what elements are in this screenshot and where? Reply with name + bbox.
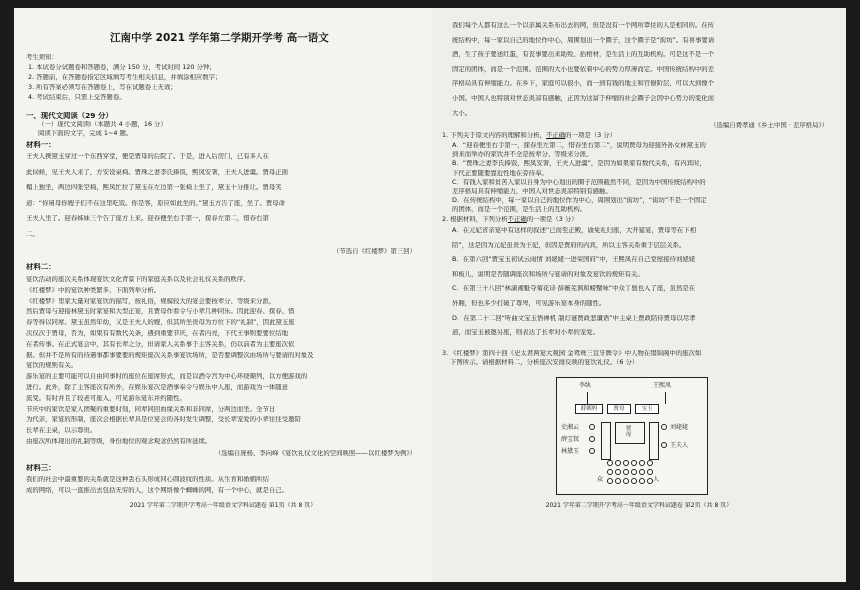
option-line: A．在元妃省亲宴中有这样的叙述“已而至正殿，谕免礼归座，大开筵宴，贾母等在下相: [452, 227, 697, 234]
option-line: C．在第三十八回“林潇湘魁夺菊花诗 薛蘅芜讽和螃蟹咏”中众丫鬟也入了座，虽然是在: [452, 285, 696, 293]
material1-heading: 材料一：: [26, 141, 56, 148]
seat: [661, 424, 667, 430]
q2-stem-text: 2. 根据材料，下列分析: [442, 216, 508, 223]
paragraph-line: 我们的社会中最重要的关系就是这种丢石头形成同心圆波纹的性质。从生育和婚姻所结: [26, 476, 269, 483]
paragraph-line: 宴饮的规则有关。: [26, 362, 78, 370]
paragraph-line: 《红楼梦》里家大量对家宴饮的描写，按礼俗，规模较大的宴会要按辈分、等级来分派，: [26, 297, 276, 305]
paragraph-line: 据。但并不是所有的待遇事都事要要的规矩座次关系事宴饮场所，是否要调整次由场所与要请的对象及: [26, 351, 314, 359]
label-li-wan: 李纨: [579, 382, 592, 389]
paragraph-line: 二。: [26, 230, 39, 238]
option-line: 的团体，而是一个范围，是生活上的互助机构。: [452, 206, 587, 214]
paragraph-line: 序格局具有伸缩能力。在乡下，家庭可以很小，而一到有钱的地主和官僚阶层，可以大到像个: [452, 80, 715, 88]
crowd-seat: [623, 469, 629, 475]
paragraph-line: 王夫人携黛玉穿过一个东西穿堂，便是贾母的后院了。于是，进入后房门，已有多人在: [26, 153, 269, 160]
notice-item: 3. 所有答案必须写在答题卷上，写在试题卷上无效；: [28, 84, 177, 91]
label-wang-furen: 王夫人: [670, 442, 689, 449]
material3-heading: 材料三：: [26, 464, 56, 471]
material3-source: （选编自费孝通《乡土中国 · 差序格局》）: [710, 122, 828, 129]
paragraph-line: 宴饮活动的座次关系体现宴饮文化背景下的家庭关系以及社会礼仪关系的秩序。: [26, 276, 250, 283]
seat: [589, 424, 595, 430]
paragraph-line: 由座次所体现出的礼制等级，身份地位的观念观念仍然有所延续。: [26, 438, 212, 445]
option-line: C．有钱人家和贫苦人家以自身为中心划出的圈子范围截然不同，是因为中国传统结构中的: [452, 178, 706, 186]
paragraph-line: 大小。: [452, 109, 472, 117]
notice-item: 2. 答题前，在答题卷指定区域填写考生相关信息，并填涂相应数字；: [28, 74, 222, 81]
q2-stem-points: 的一项是（3 分）: [526, 216, 578, 223]
label-shi-xiangyun: 史湘云: [561, 424, 580, 431]
q1-stem-text: 1. 下列关于原文内容的理解和分析，: [442, 132, 546, 139]
desk-jia-mu: 贾母: [607, 404, 631, 414]
label-center-jia-mu: 贾母: [625, 426, 632, 438]
question-3-stem-line2: 下图所示。请根据材料二，分析座次安排反映的宴饮礼仪。（6 分）: [450, 359, 639, 366]
paragraph-line: 小国。中国人也特别对世态炎凉有感触，正因为这富于伸缩的社会圈子会因中心势力的变化而: [452, 95, 715, 102]
paragraph-line: 在者传事。在正式宴会中，其有长辈之分，但请家人关系事于主客关系，仍以前者为主要座次依: [26, 340, 295, 348]
crowd-seat: [623, 478, 629, 484]
notice-heading: 考生须知：: [26, 54, 58, 61]
label-crowd-2: 人: [653, 476, 660, 483]
material2-heading: 材料二：: [26, 263, 56, 270]
seat: [589, 436, 595, 442]
crowd-seat: [631, 460, 637, 466]
crowd-seat: [615, 469, 621, 475]
label-xue-baochai: 薛宝钗: [561, 436, 580, 443]
q1-stem-points: 的一项是（3 分）: [565, 132, 617, 139]
paragraph-line: 长辈在主桌，以示尊贵。: [26, 427, 97, 435]
option-line: D．在第二十二回“听曲文宝玉悟禅机 制灯谜贾政悲谶语”中主桌上贾政陪侍贾母以尽孝: [452, 314, 696, 322]
option-line: 和板儿，说明是否随调座次和场所与宴请的对象及宴饮的规矩有关。: [452, 270, 644, 278]
paragraph-line: 节庆中的家饮是家人团聚的重要时刻，同辈同回血缘关系和非同席，分两边而坐。全节日: [26, 405, 276, 413]
seat: [589, 448, 595, 454]
crowd-seat: [631, 469, 637, 475]
question-1-stem: [442, 132, 846, 139]
crowd-seat: [615, 460, 621, 466]
table-left: [601, 422, 611, 460]
crowd-seat: [639, 469, 645, 475]
desk-xue-yima: 薛姨妈: [575, 404, 603, 414]
option-line: B．在第六回“贾宝玉初试云雨情 刘姥姥一进荣国府”中，王熙凤在自己堂屋接待刘姥姥: [452, 256, 696, 264]
paragraph-line: 为代亲，家宴的形制，座次会根据长辈具是位宴会的各时发生调整，受长辈宠爱的小辈往往受邀陪: [26, 416, 301, 424]
option-line: D．在传统结构中，每一家以自己的地位作为中心，周围划出“街坊”，“街坊”不是一个固定: [452, 197, 707, 205]
notice-item: 4. 考试结束后，只需上交答题卷。: [28, 94, 126, 101]
exam-title: 江南中学 2021 学年第二学期开学考 高一语文: [110, 32, 329, 44]
label-liu-laolao: 刘姥姥: [670, 424, 689, 431]
paragraph-line: 道：“你舅母你嫂子们不在这里吃饭。你是客，原应如此坐的。”黛玉方告了座，坐了。贾母命: [26, 199, 286, 207]
label-wang-xifeng: 王熙凤: [653, 382, 672, 389]
paragraph-line: 春等得以同席。黛玉虽然年幼，又是王夫人的嫂，但其所坐贵母为方位下的“礼制”，因此黛玉座: [26, 319, 295, 327]
seat: [661, 442, 667, 448]
paragraph-line: 王夫人坐了。迎春姊妹三个告了座方上来。迎春便坐右手第一，探春左第二，惜春右第: [26, 215, 269, 222]
option-line: A．“迎春便坐右手第一，探春坐左第二，惜春坐右第二”，说明贾母为迎接外孙女林黛玉的: [452, 142, 706, 149]
paragraph-line: 然后贾母与迎接林黛玉时家宴和大型正宴，且贾母作看令与小辈几种同乐。因此迎春、探春、惜: [26, 308, 295, 316]
paragraph-line: 次仅次于贾母，否为，如果有有数代关条，遇到重要节庆，在者内亮，下代王事则要要位结地: [26, 330, 289, 337]
paragraph-line: 我们每个人都有这么一个以亲属关系布出去的网，但是没有一个网所罩住的人是相同的。在传: [452, 22, 715, 29]
paragraph-line: 酒，生了孩子要送红蛋，有丧事要出来助殓、抬棺材，是生活上的互助机构。可是这不是一个: [452, 51, 715, 59]
page-footer: 2021 学年第二学期开学考高一年级语文学科试题卷 第1页（共 8 页）: [129, 502, 317, 509]
option-line: 差序格局具有伸缩能力，中国人对世态炎凉特别有感触。: [452, 188, 612, 195]
crowd-seat: [631, 478, 637, 484]
option-line: 道，而宝玉被邀另座，则表达了长辈对小辈的宠爱。: [452, 329, 599, 337]
subsection-heading: （一）现代文阅读Ⅰ（本题共 4 小题，16 分）: [38, 121, 167, 128]
crowd-seat: [615, 478, 621, 484]
paragraph-line: 流变。有时并且了较老可座入，可见游乐宴东并约随性。: [26, 394, 186, 402]
paragraph-line: 成的网络，可以一直推出去包括无穷的人，这个网络像个蜘蛛的网，有一个中心，就是自己。: [26, 487, 289, 494]
section-heading: 一、现代文阅读（29 分）: [26, 112, 113, 119]
paragraph-line: 《红楼梦》中的宴饮种类繁多，下面列举分析。: [26, 286, 161, 294]
notice-item: 1. 本试卷分试题卷和答题卷，满分 150 分，考试时间 120 分钟；: [28, 64, 216, 71]
instruction-text: 阅读下面的文字，完成 1~4 题。: [38, 130, 133, 137]
crowd-seat: [647, 460, 653, 466]
label-crowd-1: 众: [597, 476, 604, 483]
q2-stem-emphasis: 不正确: [507, 216, 527, 223]
option-line: 下代正要随要靠近性地在旁侍奉。: [452, 169, 548, 177]
paragraph-line: 榻上独坐，两边四张空椅，熙凤忙拉了黛玉在左边第一张椅上坐了，黛玉十分推让。贾母笑: [26, 184, 282, 191]
seating-diagram: [556, 377, 708, 495]
paragraph-line: 进行。此外，除了主客座次有所外，在娱乐宴次是酒事奉令与娱乐中人座，而游戏为一体随意: [26, 384, 289, 391]
table-right: [649, 422, 659, 460]
paragraph-line: 游乐宴的主要可能可以自由同事时的座位在座席形式，而是以酒令宫为中心环绕顺列，以方便游戏的: [26, 373, 308, 381]
paragraph-line: 此伺候，见王夫人来了，方安设桌椅。贾珠之妻李氏捧饭，熙凤安箸，王夫人进羹。贾母正面: [26, 168, 289, 176]
crowd-seat: [607, 478, 613, 484]
connector-line: [665, 392, 666, 404]
label-lin-daiyu: 林黛玉: [561, 448, 580, 455]
option-line: 到来而举办的家饮并不全是按辈分、等级来分派。: [452, 151, 593, 159]
material1-source: （节选自《红楼梦》第三回）: [332, 248, 416, 255]
option-line: B．“贾珠之妻李氏捧饭，熙凤安箸，王夫人进羹”，是因为如果家有数代关系，有内宾时，: [452, 160, 706, 168]
option-line: 陪”，这是因为元妃虽贵为王妃，但因是贾府的内宾，所以主客关系重于层层关系。: [452, 241, 686, 249]
option-line: 外厢，但也多少打破了尊卑，可见游乐宴本身的随性。: [452, 300, 606, 307]
question-2-stem: [442, 216, 846, 223]
crowd-seat: [607, 469, 613, 475]
exam-page-1: [14, 8, 432, 582]
crowd-seat: [639, 460, 645, 466]
crowd-seat: [639, 478, 645, 484]
exam-page-2: [432, 8, 846, 582]
paragraph-line: 固定的团体，而是一个范围。范围的大小也要依着中心的势力厚薄而定。中国传统结构中的差: [452, 65, 715, 73]
desk-bao-yu: 宝玉: [635, 404, 659, 414]
connector-line: [587, 392, 588, 404]
q1-stem-emphasis: 不正确: [546, 132, 566, 139]
material2-source: （选编自庞杨、李向峰《宴饮礼仪文化的空间映照——以红楼梦为例》）: [214, 450, 416, 457]
crowd-seat: [647, 469, 653, 475]
crowd-seat: [623, 460, 629, 466]
question-3-stem: 3. 《红楼梦》第四十回《史太君两宴大观园 金鸳鸯三宣牙牌令》中人物在缀锦阁中的座次如: [442, 350, 702, 357]
page-footer: 2021 学年第二学期开学考高一年级语文学科试题卷 第2页（共 8 页）: [545, 502, 733, 509]
crowd-seat: [607, 460, 613, 466]
paragraph-line: 统结构中，每一家以自己的地位作中心，周围划出一个圈子，这个圈子是“街坊”。有喜事要请: [452, 36, 715, 44]
